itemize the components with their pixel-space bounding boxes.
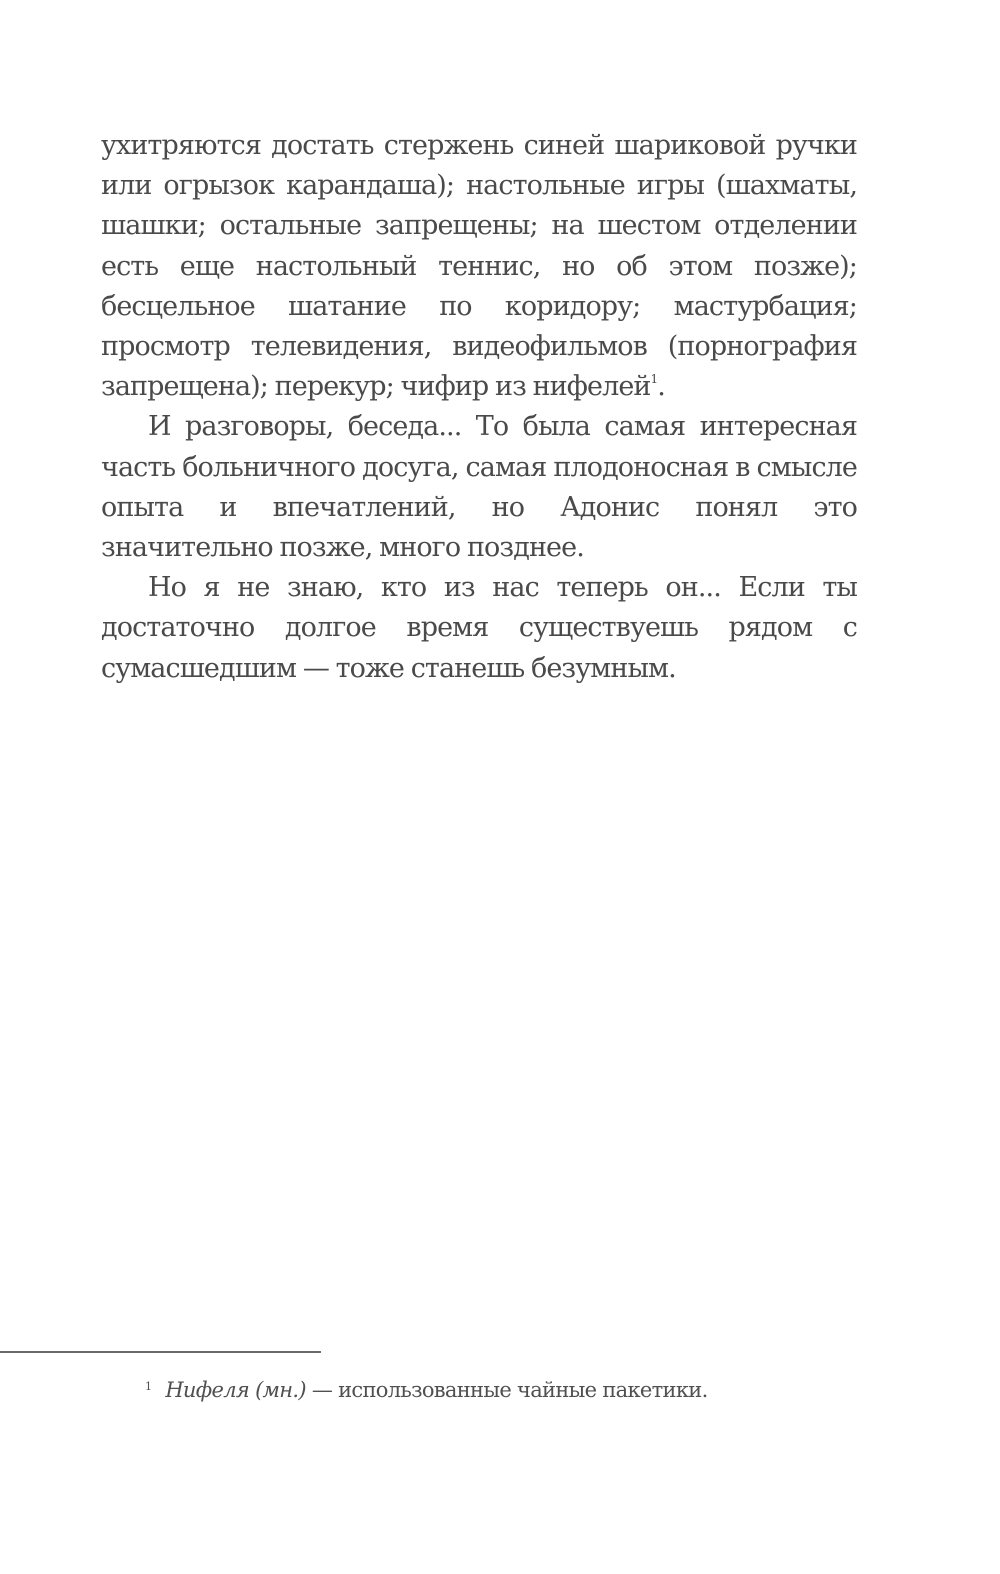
paragraph-3: Но я не знаю, кто из нас теперь он... Если ты достаточно долгое время существуешь рядом с сумасшедшим — тоже станешь безумным. <box>101 572 857 684</box>
paragraph-2: И разговоры, беседа... То была самая интересная часть больничного досуга, самая плодоносная в смысле опыта и впечатлений, но Адонис понял это значительно позже, много позднее. <box>101 411 857 564</box>
footnote <box>145 1374 905 1406</box>
footnote-reference: 1 <box>650 372 658 387</box>
footnote-separator <box>0 1351 321 1353</box>
paragraph-1 <box>101 126 857 407</box>
footnote-definition: — использованные чайные пакетики. <box>305 1378 708 1402</box>
footnote-term: Нифеля (мн.) <box>165 1378 306 1402</box>
paragraph-1-text: ухитряются достать стержень синей шариковой ручки или огрызок карандаша); настольные игры (шахматы, шашки; остальные запрещены; на шестом отделении есть еще настольный теннис, но об этом позже); бесцельное шатание по коридору; мастурбация; просмотр телевидения, видеофильмов (порнография запрещена); перекур; чифир из нифелей <box>101 130 857 403</box>
footnote-mark: 1 <box>145 1380 152 1393</box>
body-text <box>101 126 857 689</box>
paragraph-1-tail: . <box>657 371 665 403</box>
